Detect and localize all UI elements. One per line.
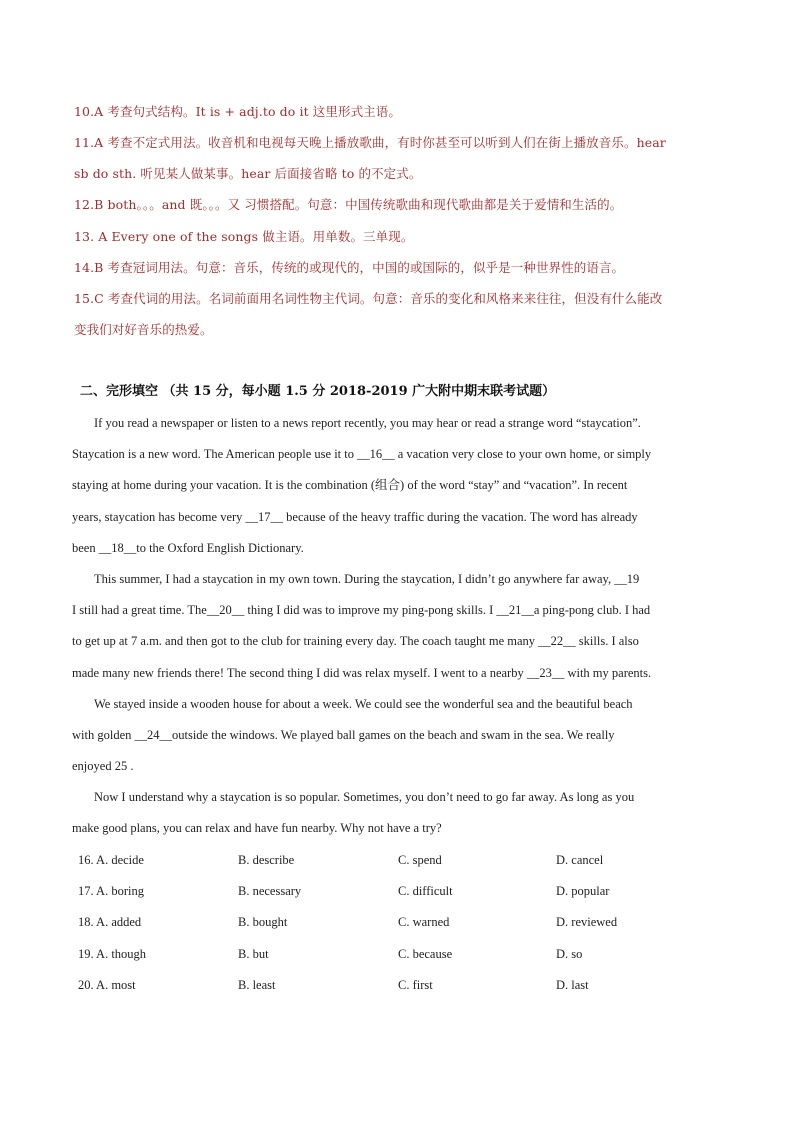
option-b: B. but bbox=[238, 946, 269, 961]
option-row bbox=[78, 942, 718, 973]
passage-line: If you read a newspaper or listen to a news report recently, you may hear or read a strange word “staycation”. bbox=[94, 416, 641, 430]
answer-line: 10.A 考查句式结构。It is + adj.to do it 这里形式主语。 bbox=[74, 104, 401, 119]
option-b: B. describe bbox=[238, 853, 295, 867]
option-c: C. warned bbox=[398, 915, 450, 930]
options-table bbox=[78, 848, 718, 1004]
option-b: B. necessary bbox=[238, 884, 302, 899]
option-d: D. so bbox=[556, 946, 583, 961]
passage-line: This summer, I had a staycation in my own town. During the staycation, I didn’t go anywhere far away, __19 bbox=[94, 571, 640, 586]
option-row bbox=[78, 973, 718, 1004]
cloze-passage bbox=[72, 408, 722, 845]
answer-line: 15.C 考查代词的用法。名词前面用名词性物主代词。句意：音乐的变化和风格来来往往，但没有什么能改 bbox=[74, 291, 663, 306]
option-c: C. because bbox=[398, 946, 453, 961]
passage-line: We stayed inside a wooden house for about a week. We could see the wonderful sea and the beautiful beach bbox=[94, 696, 633, 711]
option-d: D. popular bbox=[556, 884, 610, 899]
passage-line: to get up at 7 a.m. and then got to the club for training every day. The coach taught me many __22__ skills. I also bbox=[72, 634, 639, 649]
answer-line: 14.B 考查冠词用法。句意：音乐，传统的或现代的，中国的或国际的，似乎是一种世界性的语言。 bbox=[74, 260, 625, 275]
passage-line: been __18__to the Oxford English Dictionary. bbox=[72, 540, 304, 555]
passage-line: Now I understand why a staycation is so popular. Sometimes, you don’t need to go far away. As long as you bbox=[94, 790, 635, 805]
passage-line: make good plans, you can relax and have fun nearby. Why not have a try? bbox=[72, 821, 442, 836]
answer-line: 13. A Every one of the songs 做主语。用单数。三单现。 bbox=[74, 229, 414, 244]
option-c: C. difficult bbox=[398, 884, 453, 899]
passage-line: I still had a great time. The__20__ thing I did was to improve my ping-pong skills. I __21__a ping-pong club. I had bbox=[72, 603, 651, 618]
passage-line: Staycation is a new word. The American people use it to __16__ a vacation very close to your own home, or simply bbox=[72, 447, 652, 462]
option-a: 17. A. boring bbox=[78, 884, 144, 899]
option-d: D. reviewed bbox=[556, 915, 618, 930]
option-c: C. spend bbox=[398, 853, 442, 867]
answer-line: 变我们对好音乐的热爱。 bbox=[74, 322, 213, 337]
option-row bbox=[78, 879, 718, 910]
option-a: 16. A. decide bbox=[78, 853, 144, 867]
option-a: 18. A. added bbox=[78, 915, 142, 930]
option-row bbox=[78, 848, 718, 879]
option-a: 20. A. most bbox=[78, 977, 136, 992]
option-d: D. cancel bbox=[556, 853, 604, 867]
answer-line: 12.B both。。。and 既。。。又 习惯搭配。句意：中国传统歌曲和现代歌曲都是关于爱情和生活的。 bbox=[74, 197, 623, 212]
answer-line: 11.A 考查不定式用法。收音机和电视每天晚上播放歌曲，有时你甚至可以听到人们在街上播放音乐。hear bbox=[74, 135, 666, 150]
answer-line: sb do sth. 听见某人做某事。hear 后面接省略 to 的不定式。 bbox=[74, 166, 422, 181]
passage-line: made many new friends there! The second thing I did was relax myself. I went to a nearby __23__ with my parents. bbox=[72, 665, 652, 680]
passage-line: years, staycation has become very __17__ because of the heavy traffic during the vacation. The word has already bbox=[72, 509, 638, 524]
passage-line: with golden __24__outside the windows. We played ball games on the beach and swam in the sea. We really bbox=[72, 727, 615, 742]
option-b: B. bought bbox=[238, 915, 288, 930]
option-b: B. least bbox=[238, 977, 276, 992]
passage-line: enjoyed 25 . bbox=[72, 759, 134, 774]
section-title: 二、完形填空 （共 15 分，每小题 1.5 分 2018-2019 广大附中期末联考试题） bbox=[80, 384, 556, 399]
passage-line: staying at home during your vacation. It is the combination (组合) of the word “stay” and “vacation”. In recent bbox=[72, 478, 628, 493]
option-row bbox=[78, 910, 718, 941]
option-a: 19. A. though bbox=[78, 946, 147, 961]
option-c: C. first bbox=[398, 977, 433, 992]
option-d: D. last bbox=[556, 977, 589, 992]
